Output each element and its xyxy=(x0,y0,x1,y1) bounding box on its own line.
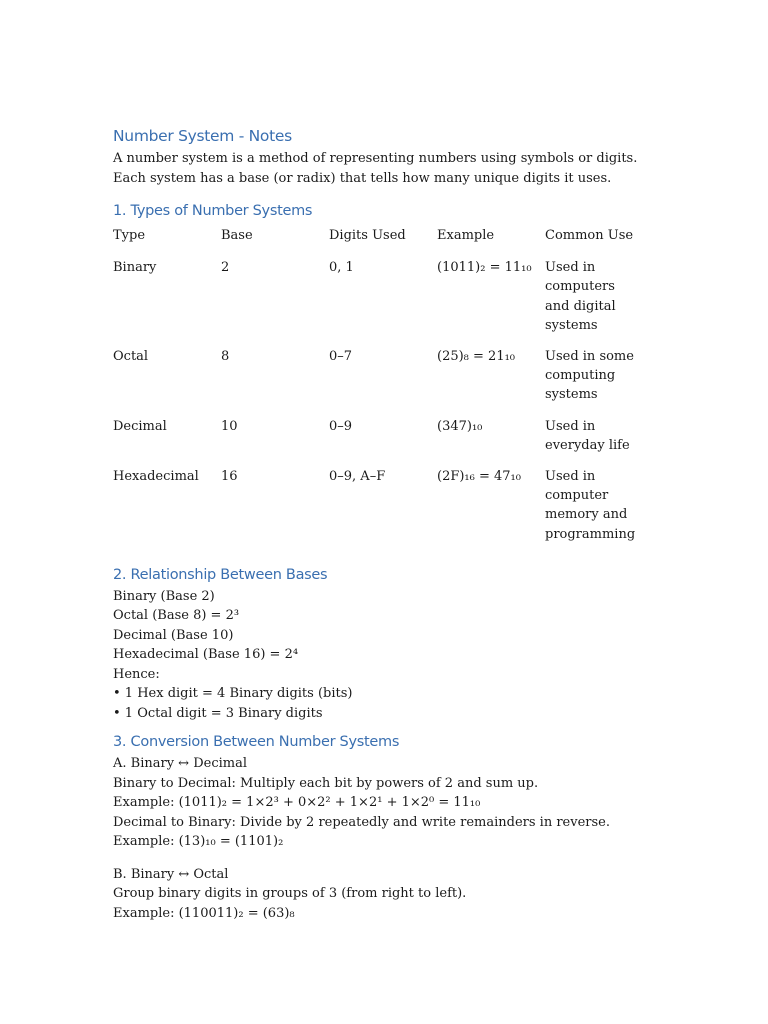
example-line: Example: (110011)₂ = (63)₈ xyxy=(113,905,295,921)
number-systems-table xyxy=(113,226,640,556)
text-line: Hence: xyxy=(113,666,160,682)
text-line: Binary to Decimal: Multiply each bit by powers of 2 and sum up. xyxy=(113,775,539,791)
example-line: Example: (13)₁₀ = (1101)₂ xyxy=(113,834,284,850)
table-cell: (347)₁₀ xyxy=(437,418,483,434)
table-cell: 8 xyxy=(221,349,230,365)
text-line: Binary (Base 2) xyxy=(113,588,215,604)
example-line: Example: (1011)₂ = 1×2³ + 0×2² + 1×2¹ + 1×2⁰ = 11₁₀ xyxy=(113,795,481,811)
subheading: B. Binary ↔ Octal xyxy=(113,866,229,882)
table-cell: Used in computer memory and programming xyxy=(545,469,636,542)
bullet-item: • 1 Hex digit = 4 Binary digits (bits) xyxy=(113,686,353,702)
table-row xyxy=(113,347,640,417)
table-row xyxy=(113,467,640,556)
table-cell: Octal xyxy=(113,349,149,365)
section-1-heading: 1. Types of Number Systems xyxy=(113,203,313,219)
table-cell: Binary xyxy=(113,260,157,276)
column-header-example: Example xyxy=(437,228,495,243)
table-cell: 2 xyxy=(221,260,230,276)
table-cell: 0–9 xyxy=(329,418,353,434)
table-cell: 0–7 xyxy=(329,349,353,365)
table-cell: (25)₈ = 21₁₀ xyxy=(437,349,516,365)
subheading: A. Binary ↔ Decimal xyxy=(113,756,247,772)
conversion-part-a xyxy=(113,754,673,852)
spacer xyxy=(113,852,673,864)
table-cell: Decimal xyxy=(113,418,167,434)
table-row xyxy=(113,417,640,467)
table-row xyxy=(113,258,640,347)
table-header-row xyxy=(113,226,640,258)
conversion-part-b xyxy=(113,865,673,924)
text-line: Decimal to Binary: Divide by 2 repeatedly and write remainders in reverse. xyxy=(113,814,610,830)
table-cell: 10 xyxy=(221,418,238,434)
column-header-base: Base xyxy=(221,228,253,243)
bullet-item: • 1 Octal digit = 3 Binary digits xyxy=(113,705,323,721)
table-cell: (1011)₂ = 11₁₀ xyxy=(437,260,532,276)
text-line: Decimal (Base 10) xyxy=(113,627,234,643)
text-line: Hexadecimal (Base 16) = 2⁴ xyxy=(113,647,299,663)
table-cell: Hexadecimal xyxy=(113,469,199,485)
document-content xyxy=(113,124,673,923)
column-header-digits-used: Digits Used xyxy=(329,228,406,243)
table-cell: 16 xyxy=(221,469,238,485)
column-header-common-use: Common Use xyxy=(545,228,634,243)
table-cell: Used in everyday life xyxy=(545,418,630,453)
column-header-type: Type xyxy=(113,228,146,243)
section-3-heading: 3. Conversion Between Number Systems xyxy=(113,734,400,751)
relationship-lines xyxy=(113,587,673,724)
page-title: Number System - Notes xyxy=(113,127,292,145)
table-cell: (2F)₁₆ = 47₁₀ xyxy=(437,469,521,485)
table-cell: Used in some computing systems xyxy=(545,349,634,403)
table-cell: 0–9, A–F xyxy=(329,469,386,485)
text-line: Group binary digits in groups of 3 (from right to left). xyxy=(113,886,467,902)
intro-paragraph: A number system is a method of representing numbers using symbols or digits. Each system has a base (or radix) that tells how many unique digits it uses. xyxy=(113,151,638,186)
table-cell: Used in computers and digital systems xyxy=(545,260,616,333)
text-line: Octal (Base 8) = 2³ xyxy=(113,608,240,624)
section-2-heading: 2. Relationship Between Bases xyxy=(113,566,328,583)
table-cell: 0, 1 xyxy=(329,260,354,276)
